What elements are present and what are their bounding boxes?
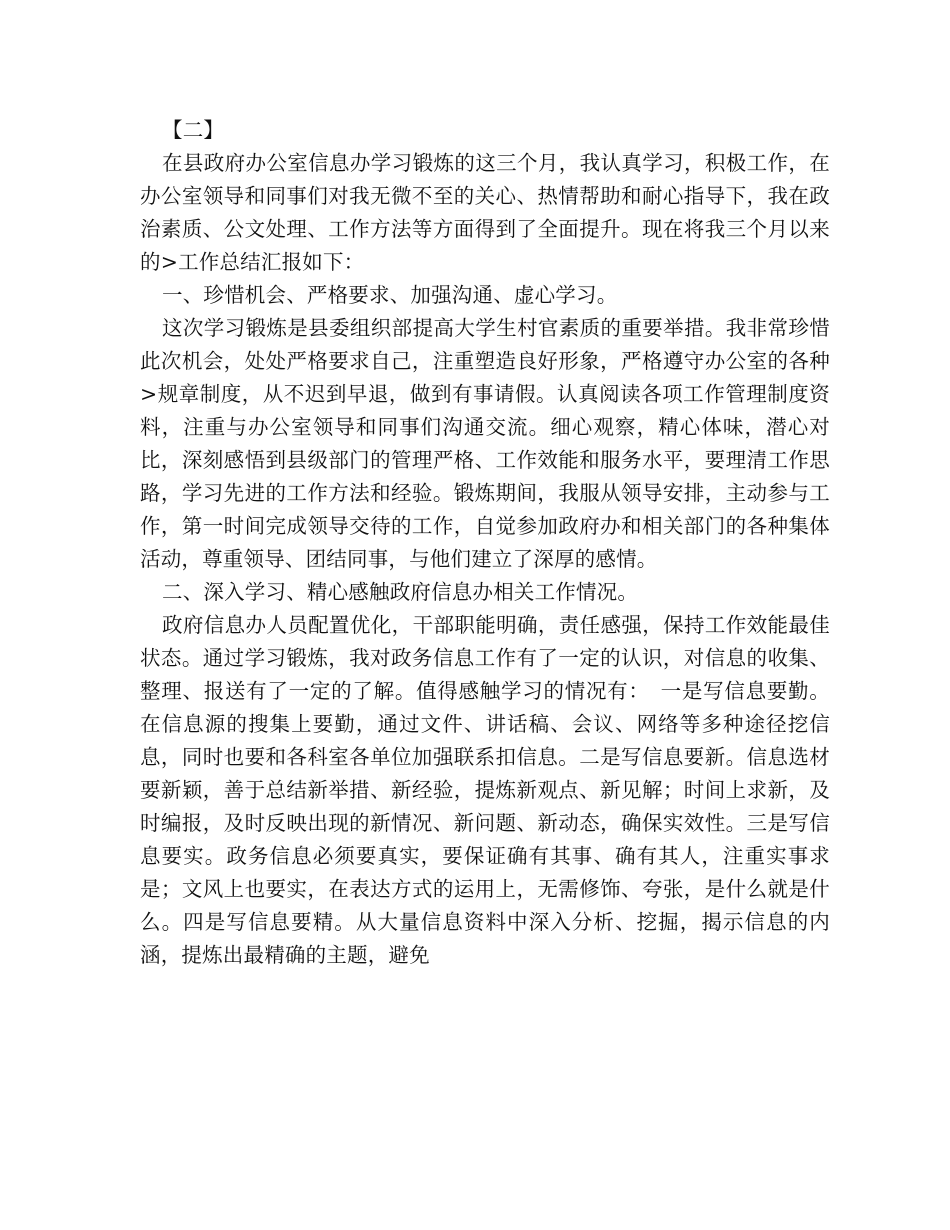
- section-marker: 【二】: [162, 118, 225, 142]
- section-heading-2: 二、深入学习、精心感触政府信息办相关工作情况。: [162, 580, 639, 604]
- paragraph-section-2: 政府信息办人员配置优化，干部职能明确，责任感强，保持工作效能最佳状态。通过学习锻炼，我对政务信息工作有了一定的认识，对信息的收集、整理、报送有了一定的了解。值得感触学习的情况有： 一是写信息要勤。在信息源的搜集上要勤，通过文件、讲话稿、会议、网络等多种途径挖信息，同时也要和各科室各单位加强联系扣信息。二是写信息要新。信息选材要新颖，善于总结新举措、新经验，提炼新观点、新见解；时间上求新，及时编报，及时反映出现的新情况、新问题、新动态，确保实效性。三是写信息要实。政务信息必须要真实，要保证确有其事、确有其人，注重实事求是；文风上也要实，在表达方式的运用上，无需修饰、夸张，是什么就是什么。四是写信息要精。从大量信息资料中深入分析、挖掘，揭示信息的内涵，提炼出最精确的主题，避免: [140, 613, 830, 967]
- section-heading-1: 一、珍惜机会、严格要求、加强沟通、虚心学习。: [162, 283, 618, 307]
- document-body: [140, 114, 830, 972]
- paragraph-section-1: 这次学习锻炼是县委组织部提高大学生村官素质的重要举措。我非常珍惜此次机会，处处严格要求自己，注重塑造良好形象，严格遵守办公室的各种>规章制度，从不迟到早退，做到有事请假。认真阅读各项工作管理制度资料，注重与办公室领导和同事们沟通交流。细心观察，精心体味，潜心对比，深刻感悟到县级部门的管理严格、工作效能和服务水平，要理清工作思路，学习先进的工作方法和经验。锻炼期间，我服从领导安排，主动参与工作，第一时间完成领导交待的工作，自觉参加政府办和相关部门的各种集体活动，尊重领导、团结同事，与他们建立了深厚的感情。: [140, 316, 830, 571]
- paragraph-intro: 在县政府办公室信息办学习锻炼的这三个月，我认真学习，积极工作，在办公室领导和同事们对我无微不至的关心、热情帮助和耐心指导下，我在政治素质、公文处理、工作方法等方面得到了全面提升。现在将我三个月以来的>工作总结汇报如下：: [140, 151, 830, 274]
